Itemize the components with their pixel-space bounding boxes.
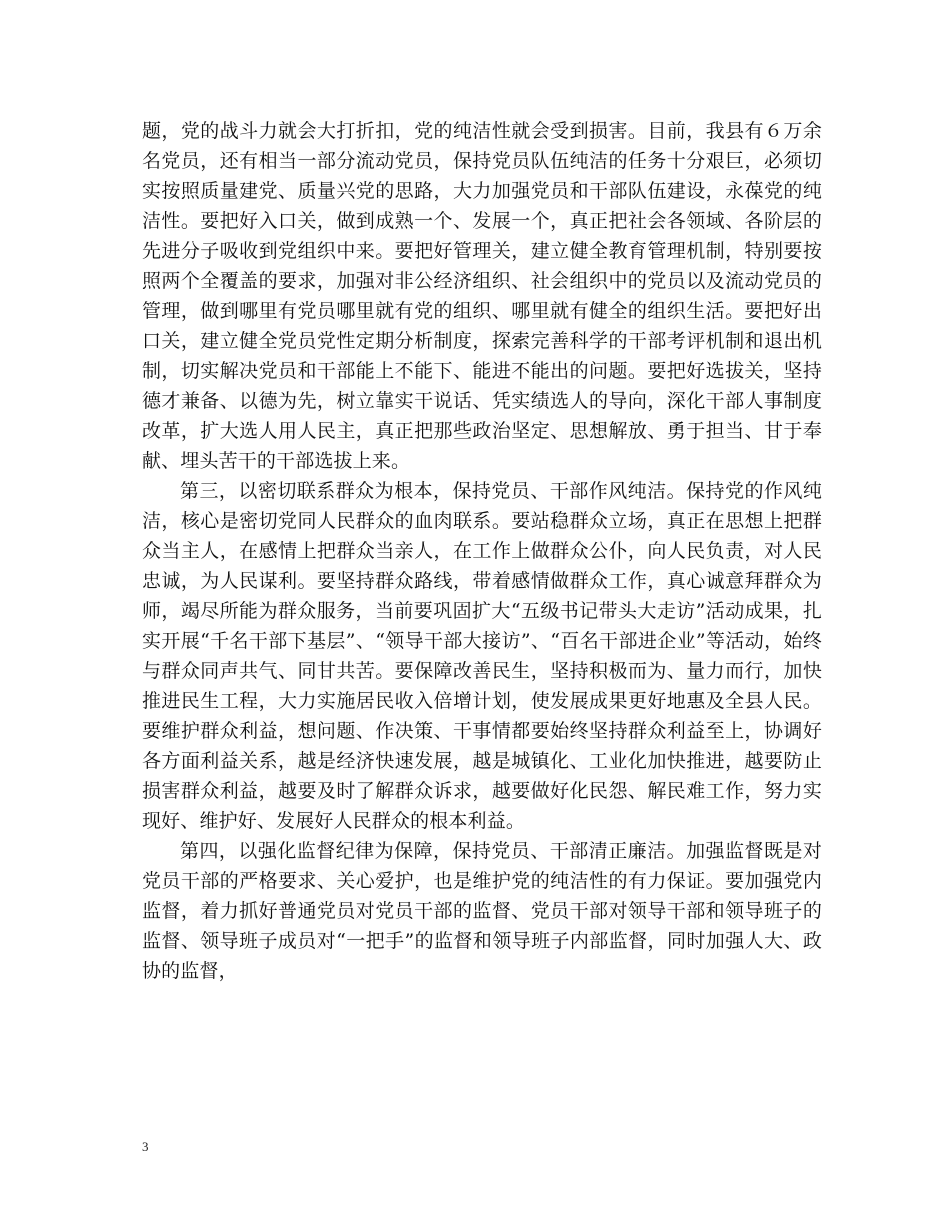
page-number: 3: [142, 1139, 149, 1154]
paragraph-2: 第三，以密切联系群众为根本，保持党员、干部作风纯洁。保持党的作风纯洁，核心是密切党同人民群众的血肉联系。要站稳群众立场，真正在思想上把群众当主人，在感情上把群众当亲人，在工作上做群众公仆，向人民负责，对人民忠诚，为人民谋利。要坚持群众路线，带着感情做群众工作，真心诚意拜群众为师，竭尽所能为群众服务，当前要巩固扩大“五级书记带头大走访”活动成果，扎实开展“千名干部下基层”、“领导干部大接访”、“百名干部进企业”等活动，始终与群众同声共气、同甘共苦。要保障改善民生，坚持积极而为、量力而行，加快推进民生工程，大力实施居民收入倍增计划，使发展成果更好地惠及全县人民。要维护群众利益，想问题、作决策、干事情都要始终坚持群众利益至上，协调好各方面利益关系，越是经济快速发展，越是城镇化、工业化加快推进，越要防止损害群众利益，越要及时了解群众诉求，越要做好化民怨、解民难工作，努力实现好、维护好、发展好人民群众的根本利益。: [142, 480, 822, 832]
paragraph-3: 第四，以强化监督纪律为保障，保持党员、干部清正廉洁。加强监督既是对党员干部的严格要求、关心爱护，也是维护党的纯洁性的有力保证。要加强党内监督，着力抓好普通党员对党员干部的监督、党员干部对领导干部和领导班子的监督、领导班子成员对“一把手”的监督和领导班子内部监督，同时加强人大、政协的监督，: [142, 840, 822, 982]
document-body: [142, 116, 822, 986]
paragraph-1: 题，党的战斗力就会大打折扣，党的纯洁性就会受到损害。目前，我县有６万余名党员，还有相当一部分流动党员，保持党员队伍纯洁的任务十分艰巨，必须切实按照质量建党、质量兴党的思路，大力加强党员和干部队伍建设，永葆党的纯洁性。要把好入口关，做到成熟一个、发展一个，真正把社会各领域、各阶层的先进分子吸收到党组织中来。要把好管理关，建立健全教育管理机制，特别要按照两个全覆盖的要求，加强对非公经济组织、社会组织中的党员以及流动党员的管理，做到哪里有党员哪里就有党的组织、哪里就有健全的组织生活。要把好出口关，建立健全党员党性定期分析制度，探索完善科学的干部考评机制和退出机制，切实解决党员和干部能上不能下、能进不能出的问题。要把好选拔关，坚持德才兼备、以德为先，树立靠实干说话、凭实绩选人的导向，深化干部人事制度改革，扩大选人用人民主，真正把那些政治坚定、思想解放、勇于担当、甘于奉献、埋头苦干的干部选拔上来。: [142, 120, 822, 472]
